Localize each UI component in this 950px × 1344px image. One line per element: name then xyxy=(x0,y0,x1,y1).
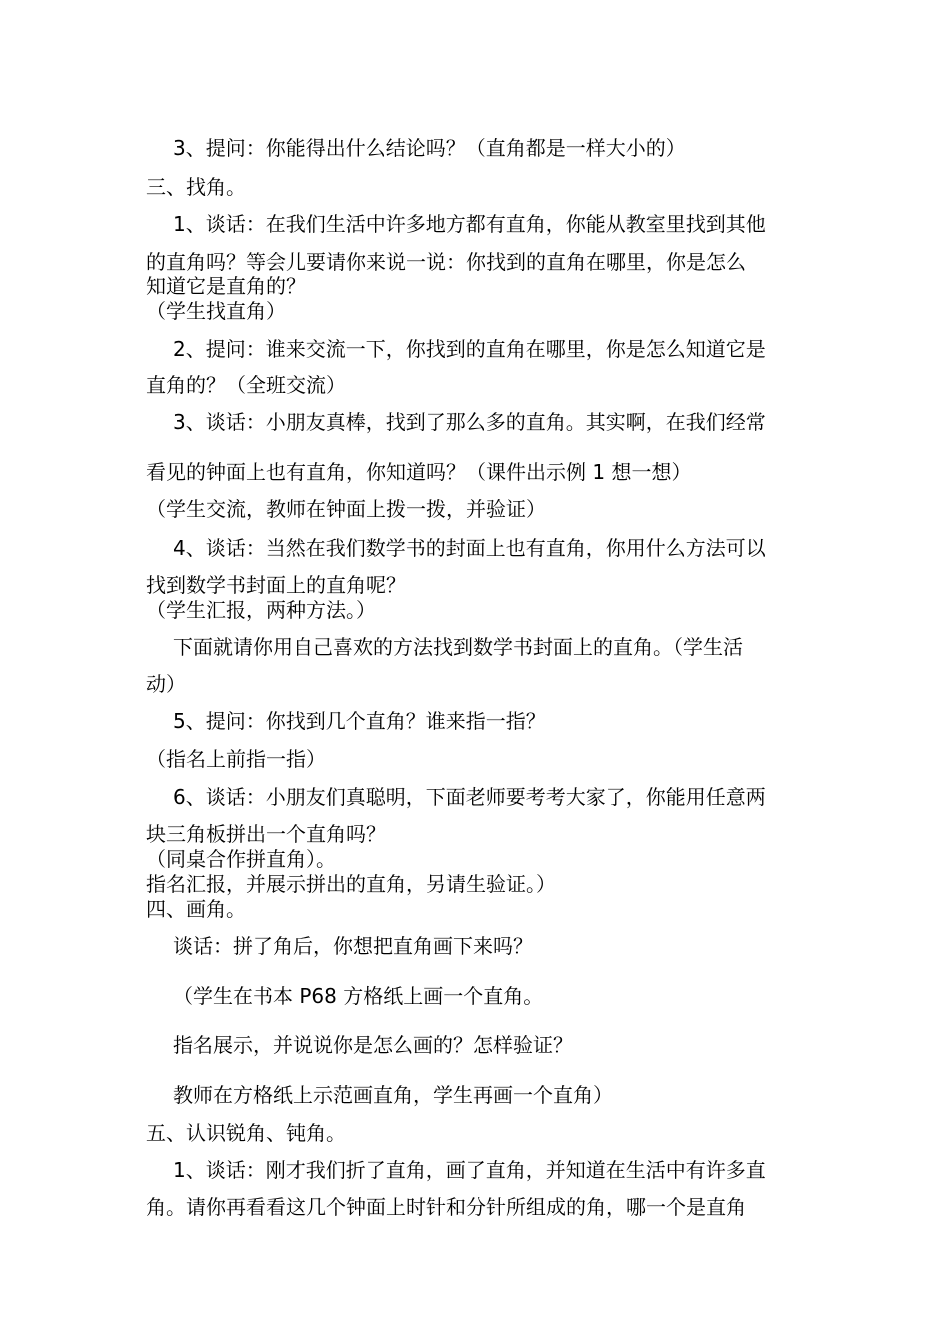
text-line: 3、谈话：小朋友真棒，找到了那么多的直角。其实啊，在我们经常 xyxy=(173,410,766,434)
section-heading: 五、认识锐角、钝角。 xyxy=(146,1121,346,1145)
text-line: 3、提问：你能得出什么结论吗？（直角都是一样大小的） xyxy=(173,136,686,160)
text-line: （指名上前指一指） xyxy=(146,747,326,771)
text-line: 教师在方格纸上示范画直角，学生再画一个直角） xyxy=(173,1083,613,1107)
text-line: 4、谈话：当然在我们数学书的封面上也有直角，你用什么方法可以 xyxy=(173,536,766,560)
text-line: 动） xyxy=(146,672,186,696)
text-line: 看见的钟面上也有直角，你知道吗？（课件出示例 1 想一想） xyxy=(146,460,692,484)
text-line: （学生汇报，两种方法。） xyxy=(146,598,376,622)
text-line: 找到数学书封面上的直角呢？ xyxy=(146,573,406,597)
text-line: 下面就请你用自己喜欢的方法找到数学书封面上的直角。（学生活 xyxy=(173,635,743,659)
text-line: 5、提问：你找到几个直角？谁来指一指？ xyxy=(173,709,546,733)
text-line: 指名展示，并说说你是怎么画的？怎样验证？ xyxy=(173,1033,573,1057)
text-line: 2、提问：谁来交流一下，你找到的直角在哪里，你是怎么知道它是 xyxy=(173,337,766,361)
text-line: 1、谈话：刚才我们折了直角，画了直角，并知道在生活中有许多直 xyxy=(173,1158,766,1182)
text-line: 的直角吗？等会儿要请你来说一说：你找到的直角在哪里，你是怎么 xyxy=(146,250,746,274)
section-heading: 四、画角。 xyxy=(146,897,246,921)
text-line: 谈话：拼了角后，你想把直角画下来吗？ xyxy=(173,934,533,958)
text-line: （学生在书本 P68 方格纸上画一个直角。 xyxy=(173,984,544,1008)
text-line: 指名汇报，并展示拼出的直角，另请生验证。） xyxy=(146,872,556,896)
text-line: 角。请你再看看这几个钟面上时针和分针所组成的角，哪一个是直角 xyxy=(146,1195,746,1219)
text-line: 6、谈话：小朋友们真聪明，下面老师要考考大家了，你能用任意两 xyxy=(173,785,766,809)
text-line: 直角的？（全班交流） xyxy=(146,373,346,397)
text-line: （同桌合作拼直角）。 xyxy=(146,847,336,871)
text-line: 知道它是直角的？ xyxy=(146,274,306,298)
text-line: 块三角板拼出一个直角吗？ xyxy=(146,822,386,846)
text-line: 1、谈话：在我们生活中许多地方都有直角，你能从教室里找到其他 xyxy=(173,212,766,236)
text-line: （学生交流，教师在钟面上拨一拨，并验证） xyxy=(146,497,546,521)
section-heading: 三、找角。 xyxy=(146,175,246,199)
text-line: （学生找直角） xyxy=(146,299,286,323)
